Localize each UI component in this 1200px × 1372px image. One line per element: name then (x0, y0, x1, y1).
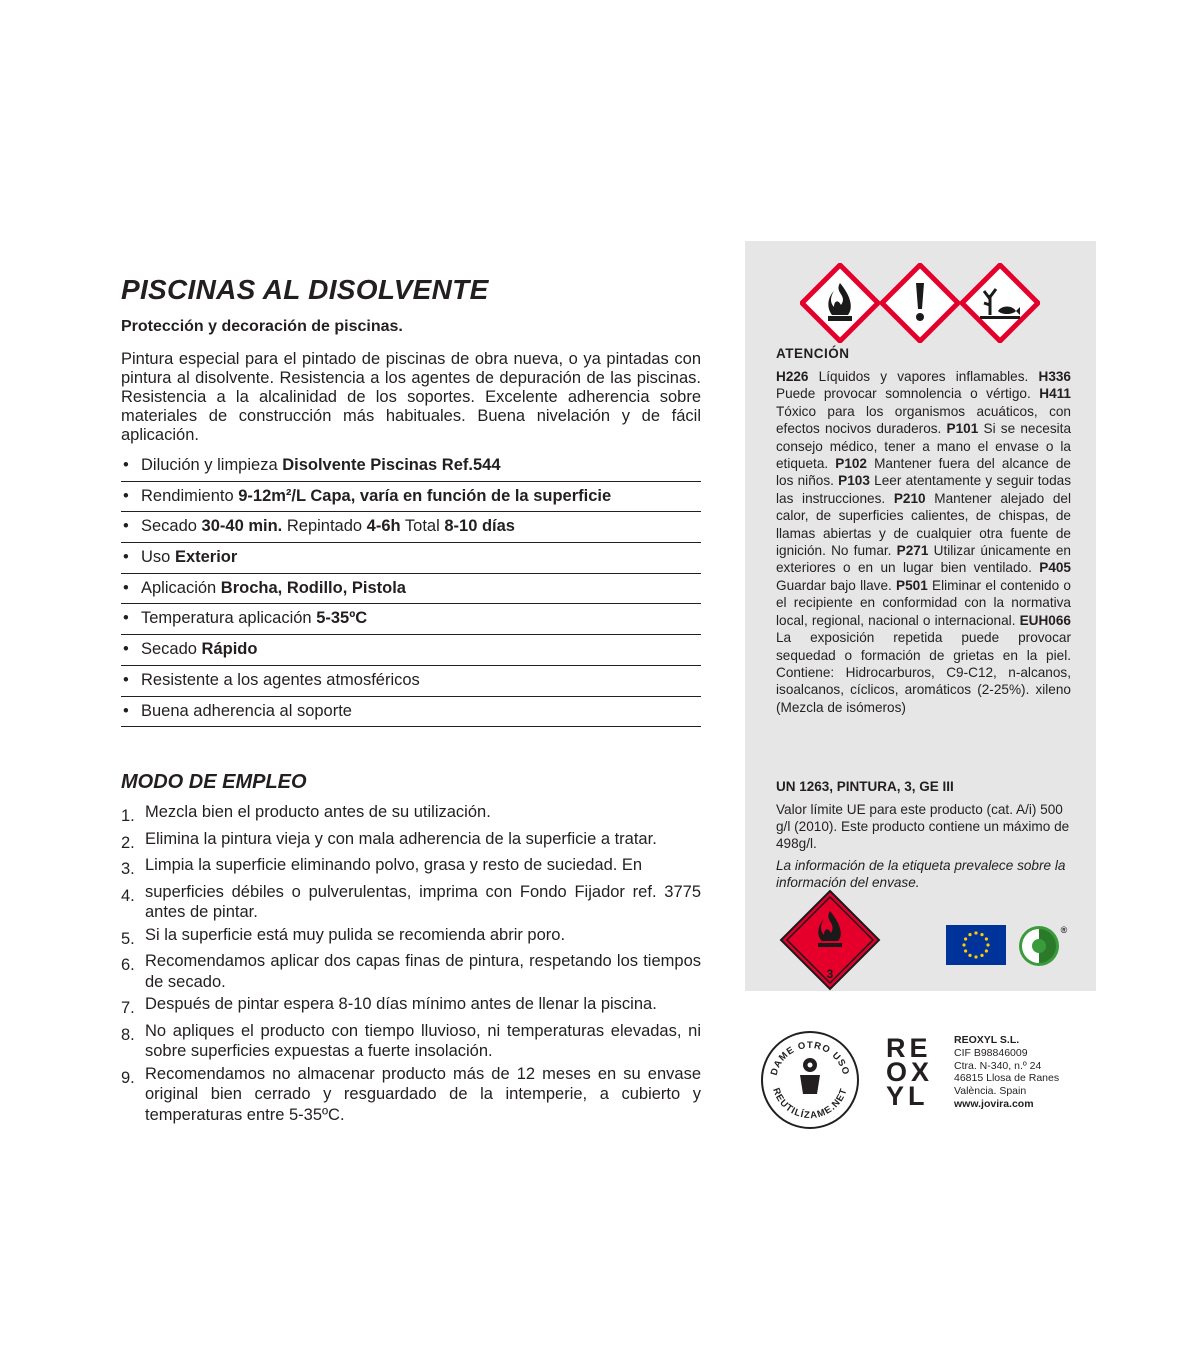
spec-list (121, 451, 701, 727)
ghs-pictograms (800, 263, 1040, 343)
usage-step: 7. Después de pintar espera 8-10 días mínimo antes de llenar la piscina. (121, 995, 657, 1017)
spec-item: • Aplicación Brocha, Rodillo, Pistola (121, 574, 701, 605)
spec-item: • Resistente a los agentes atmosféricos (121, 666, 701, 697)
company-info (954, 1034, 1059, 1111)
flame-icon (802, 265, 878, 341)
product-section (121, 272, 701, 727)
adr-flammable-icon (779, 889, 881, 991)
footer-brand (760, 1030, 1100, 1130)
spec-item: • Buena adherencia al soporte (121, 697, 701, 728)
exclamation-icon (882, 265, 958, 341)
company-website: www.jovira.com (954, 1097, 1034, 1110)
spec-item: • Secado Rápido (121, 635, 701, 666)
usage-step: 2. Elimina la pintura vieja y con mala adherencia de la superficie a tratar. (121, 829, 657, 852)
product-subtitle: Protección y decoración de piscinas. (121, 318, 403, 335)
registered-mark: ® (1060, 925, 1068, 935)
company-name: REOXYL S.L. (954, 1034, 1020, 1046)
product-title: PISCINAS AL DISOLVENTE (121, 274, 489, 305)
safety-panel (745, 241, 1096, 991)
usage-step: 4. superficies débiles o pulverulentas, imprima con Fondo Fijador ref. 3775 antes de pintar. (121, 882, 701, 921)
usage-step: 1. Mezcla bien el producto antes de su utilización. (121, 803, 491, 825)
company-city: 46815 Llosa de Ranes (954, 1072, 1060, 1085)
attention-heading: ATENCIÓN (776, 346, 850, 361)
usage-step: 5. Si la superficie está muy pulida se recomienda abrir poro. (121, 925, 566, 948)
environment-icon (962, 265, 1038, 341)
product-description: Pintura especial para el pintado de piscinas de obra nueva, o ya pintadas con pintura al disolvente. Resistencia a los agentes de depuración de las piscinas. Resistencia a la alcalinidad de los soportes. Excelente adherencia sobre materiales de construcción más habituales. Buena nivelación y de fácil aplicación. (121, 350, 701, 444)
usage-step: 6. Recomendamos aplicar dos capas finas de pintura, respetando los tiempos de secado. (121, 952, 701, 991)
company-address: Ctra. N-340, n.º 24 (954, 1059, 1042, 1072)
green-dot-icon (1018, 923, 1068, 969)
usage-step: 9. Recomendamos no almacenar producto más de 12 meses en su envase original bien cerrado y resguardado de la intemperie, a cubierto y temperaturas entre 5-35ºC. (121, 1064, 701, 1124)
usage-step: 8. No apliques el producto con tiempo lluvioso, ni temperaturas elevadas, ni sobre superficies expuestas a fuerte insolación. (121, 1021, 701, 1060)
reuse-badge-icon (760, 1030, 860, 1130)
usage-steps (121, 802, 701, 1127)
company-cif: CIF B98846009 (954, 1046, 1028, 1059)
usage-step: 3. Limpia la superficie eliminando polvo, grasa y resto de suciedad. En (121, 856, 643, 878)
reuse-top-text: DAME OTRO USO (768, 1039, 852, 1077)
spec-item: • Uso Exterior (121, 543, 701, 574)
spec-item: • Rendimiento 9-12m²/L Capa, varía en función de la superficie (121, 482, 701, 513)
label-note: La información de la etiqueta prevalece sobre la información del envase. (776, 858, 1066, 890)
spec-item: • Dilución y limpieza Disolvente Piscinas Ref.544 (121, 451, 701, 482)
voc-info: Valor límite UE para este producto (cat. A/i) 500 g/l (2010). Este producto contiene un máximo de 498g/l. (776, 802, 1070, 851)
company-region: València. Spain (954, 1085, 1027, 1098)
reuse-bottom-text: REUTILÍZAME.NET (770, 1086, 850, 1122)
eu-flag-icon (946, 925, 1006, 965)
reoxyl-logo: RE OX YL (886, 1033, 934, 1111)
un-transport-info: UN 1263, PINTURA, 3, GE III (776, 779, 954, 794)
usage-title: MODO DE EMPLEO (121, 771, 307, 793)
spec-item: • Temperatura aplicación 5-35ºC (121, 604, 701, 635)
spec-item: • Secado 30-40 min. Repintado 4-6h Total 8-10 días (121, 512, 701, 543)
adr-class-number: 3 (826, 967, 834, 981)
hazard-statements: H226 Líquidos y vapores inflamables. H336 Puede provocar somnolencia o vértigo. H411 Tóxico para los organismos acuáticos, con efectos nocivos duraderos. P101 Si se necesita consejo médico, tener a mano el envase o la etiqueta. P102 Mantener fuera del alcance de los niños. P103 Leer atentamente y seguir todas las instrucciones. P210 Mantener alejado del calor, de superficies calientes, de chispas, de llamas abiertas y de cualquier otra fuente de ignición. No fumar. P271 Utilizar únicamente en exteriores o en un lugar bien ventilado. P405 Guardar bajo llave. P501 Eliminar el contenido o el recipiente en conformidad con la normativa local, regional, nacional o internacional. EUH066 La exposición repetida puede provocar sequedad o formación de grietas en la piel. Contiene: Hidrocarburos, C9-C12, n-alcanos, isoalcanos, cíclicos, aromáticos (2-25%). xileno (Mezcla de isómeros) (776, 369, 1071, 715)
